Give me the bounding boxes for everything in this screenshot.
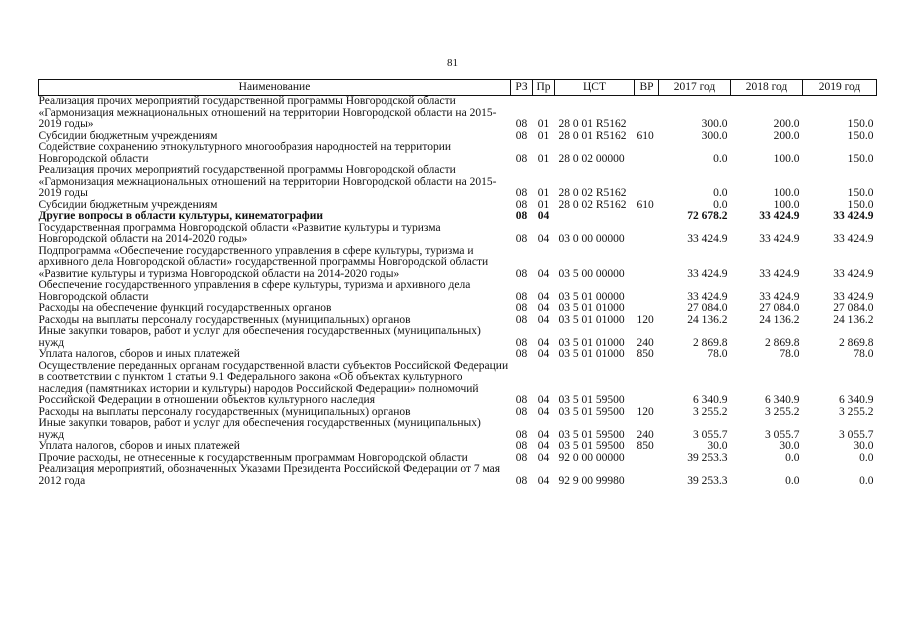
row-2019: 150.0: [847, 187, 874, 199]
table-row: [39, 142, 877, 165]
header-name: Наименование: [39, 80, 511, 96]
row-vr: [635, 223, 659, 246]
row-name: Реализация прочих мероприятий государственной программы Новгородской области «Гармонизация межнациональных отношений на территории Новгородской области на 2015-2019 годы»: [38, 95, 497, 130]
row-2017: 33 424.9: [687, 233, 728, 245]
row-vr: 610: [636, 198, 654, 211]
table-row: [39, 165, 877, 200]
row-vr: [635, 453, 659, 465]
row-rz: 08: [515, 129, 528, 142]
row-name: Расходы на выплаты персоналу государственных (муниципальных) органов: [38, 313, 411, 326]
row-rz: 08: [515, 267, 528, 280]
row-pr: 04: [537, 348, 550, 360]
row-vr: [635, 142, 659, 165]
row-name: Уплата налогов, сборов и иных платежей: [38, 440, 240, 452]
row-vr: 240: [636, 428, 654, 441]
row-vr: [635, 96, 659, 131]
row-rz: 08: [515, 451, 528, 464]
row-cst: 28 0 01 R5162: [558, 118, 627, 130]
row-pr: 04: [537, 267, 550, 280]
row-2018: 0.0: [785, 474, 800, 487]
row-2018: 2 869.8: [765, 336, 800, 349]
header-cst: ЦСТ: [555, 80, 635, 96]
table-row: [39, 211, 877, 223]
row-2017: 39 253.3: [687, 451, 728, 464]
row-cst: 28 0 02 R5162: [558, 198, 627, 211]
row-pr: 04: [537, 302, 550, 314]
row-cst: 03 5 01 01000: [558, 348, 625, 360]
table-row: [39, 441, 877, 453]
row-2017: 3 055.7: [693, 428, 728, 441]
row-rz: 08: [515, 198, 528, 211]
row-2017: 0.0: [713, 152, 728, 165]
table-row: [39, 96, 877, 131]
header-2018: 2018 год: [731, 80, 803, 96]
table-row: [39, 418, 877, 441]
row-cst: 03 5 01 01000: [558, 302, 625, 314]
row-rz: 08: [515, 405, 528, 418]
table-row: [39, 464, 877, 487]
row-vr: 610: [636, 129, 654, 142]
row-pr: 04: [537, 405, 550, 418]
row-rz: 08: [515, 428, 528, 441]
row-rz: 08: [515, 187, 528, 199]
row-pr: 01: [537, 129, 550, 142]
row-2018: 6 340.9: [765, 394, 800, 406]
row-cst: 03 5 01 59500: [558, 405, 625, 418]
row-cst: 03 5 01 01000: [558, 336, 625, 349]
row-pr: 01: [537, 198, 550, 211]
row-name: Реализация прочих мероприятий государственной программы Новгородской области «Гармонизация межнациональных отношений на территории Новгородской области на 2015-2019 годы: [38, 164, 497, 199]
row-name: Осуществление переданных органам государственной власти субъектов Российской Федерации в соответствии с пунктом 1 статьи 9.1 Федерального закона «Об объектах культурного наследия (памятниках истории и культуры) народов Российской Федерации» полномочий Российской Федерации в отношении объектов культурного наследия: [38, 359, 509, 406]
row-cst: 03 5 01 59500: [558, 394, 625, 406]
header-pr: Пр: [533, 80, 555, 96]
row-2018: 100.0: [773, 198, 800, 211]
row-vr: [635, 211, 659, 223]
row-name: Субсидии бюджетным учреждениям: [38, 198, 218, 211]
row-2019: 33 424.9: [833, 210, 874, 222]
row-rz: 08: [515, 394, 528, 406]
row-cst: 03 5 01 01000: [558, 313, 625, 326]
row-cst: 03 0 00 00000: [558, 233, 625, 245]
row-pr: 04: [537, 428, 550, 441]
row-2017: 3 255.2: [693, 405, 728, 418]
row-vr: [635, 464, 659, 487]
row-2019: 33 424.9: [833, 267, 874, 280]
row-2019: 0.0: [859, 451, 874, 464]
row-2017: 33 424.9: [687, 290, 728, 303]
row-vr: [635, 280, 659, 303]
row-cst: [555, 211, 635, 223]
row-name: Расходы на обеспечение функций государственных органов: [38, 302, 332, 314]
row-vr: [635, 303, 659, 315]
row-pr: 04: [537, 336, 550, 349]
row-2018: 78.0: [779, 348, 800, 360]
row-rz: 08: [515, 313, 528, 326]
row-2019: 30.0: [853, 440, 874, 452]
row-name: Субсидии бюджетным учреждениям: [38, 129, 218, 142]
table-row: [39, 326, 877, 349]
row-2017: 6 340.9: [693, 394, 728, 406]
row-2017: 27 084.0: [687, 302, 728, 314]
row-pr: 01: [537, 152, 550, 165]
row-rz: 08: [515, 336, 528, 349]
row-2018: 100.0: [773, 187, 800, 199]
row-pr: 04: [537, 313, 550, 326]
row-2018: 3 255.2: [765, 405, 800, 418]
row-cst: 03 5 01 59500: [558, 440, 625, 452]
row-2017: 33 424.9: [687, 267, 728, 280]
table-header-row: [39, 80, 877, 96]
row-rz: 08: [515, 348, 528, 360]
row-2019: 0.0: [859, 474, 874, 487]
row-rz: 08: [515, 290, 528, 303]
row-2019: 78.0: [853, 348, 874, 360]
row-2018: 24 136.2: [759, 313, 800, 326]
row-2017: 300.0: [701, 129, 728, 142]
row-rz: 08: [515, 474, 528, 487]
row-2017: 72 678.2: [687, 210, 728, 222]
row-2019: 6 340.9: [839, 394, 874, 406]
row-2019: 33 424.9: [833, 290, 874, 303]
row-vr: 120: [636, 405, 654, 418]
table-row: [39, 361, 877, 407]
row-vr: 850: [636, 348, 654, 360]
header-2019: 2019 год: [803, 80, 877, 96]
row-vr: [635, 361, 659, 407]
row-cst: 28 0 02 R5162: [558, 187, 627, 199]
row-2018: 200.0: [773, 118, 800, 130]
row-2019: 24 136.2: [833, 313, 874, 326]
row-2019: 150.0: [847, 198, 874, 211]
row-rz: 08: [515, 152, 528, 165]
row-2017: 0.0: [713, 187, 728, 199]
row-2019: 3 055.7: [839, 428, 874, 441]
row-2017: 24 136.2: [687, 313, 728, 326]
row-name: Государственная программа Новгородской области «Развитие культуры и туризма Новгородской области на 2014-2020 годы»: [38, 221, 441, 245]
row-2018: 27 084.0: [759, 302, 800, 314]
row-2018: 33 424.9: [759, 233, 800, 245]
row-cst: 28 0 02 00000: [558, 152, 625, 165]
row-2017: 2 869.8: [693, 336, 728, 349]
row-2019: 150.0: [847, 129, 874, 142]
row-name: Другие вопросы в области культуры, кинематографии: [38, 210, 324, 222]
row-pr: 04: [537, 474, 550, 487]
row-pr: 04: [537, 394, 550, 406]
table-row: [39, 223, 877, 246]
row-vr: [635, 165, 659, 200]
row-2018: 33 424.9: [759, 267, 800, 280]
row-name: Реализация мероприятий, обозначенных Указами Президента Российской Федерации от 7 мая 2012 года: [38, 463, 501, 487]
table-row: [39, 349, 877, 361]
row-cst: 28 0 01 R5162: [558, 129, 627, 142]
table-row: [39, 303, 877, 315]
row-2018: 30.0: [779, 440, 800, 452]
row-2017: 0.0: [713, 198, 728, 211]
row-pr: 01: [537, 187, 550, 199]
row-name: Расходы на выплаты персоналу государственных (муниципальных) органов: [38, 405, 411, 418]
row-name: Содействие сохранению этнокультурного многообразия народностей на территории Новгородской области: [38, 141, 452, 165]
row-2017: 78.0: [707, 348, 728, 360]
row-2018: 33 424.9: [759, 210, 800, 222]
row-rz: 08: [515, 118, 528, 130]
row-2019: 2 869.8: [839, 336, 874, 349]
row-2018: 0.0: [785, 451, 800, 464]
row-2019: 150.0: [847, 118, 874, 130]
row-name: Иные закупки товаров, работ и услуг для обеспечения государственных (муниципальных) нужд: [38, 325, 481, 349]
row-2018: 3 055.7: [765, 428, 800, 441]
row-pr: 04: [537, 210, 550, 222]
row-rz: 08: [515, 440, 528, 452]
row-cst: 03 5 01 59500: [558, 428, 625, 441]
table-row: [39, 280, 877, 303]
row-rz: 08: [515, 233, 528, 245]
row-2018: 100.0: [773, 152, 800, 165]
header-rz: РЗ: [511, 80, 533, 96]
row-vr: 850: [636, 440, 654, 452]
header-vr: ВР: [635, 80, 659, 96]
row-vr: 120: [636, 313, 654, 326]
row-pr: 04: [537, 440, 550, 452]
table-row: [39, 246, 877, 281]
header-2017: 2017 год: [659, 80, 731, 96]
row-2017: 39 253.3: [687, 474, 728, 487]
row-name: Подпрограмма «Обеспечение государственного управления в сфере культуры, туризма и архивного дела Новгородской области» государственной программы Новгородской области «Развитие культуры и туризма Новгородской области на 2014-2020 годы»: [38, 244, 489, 280]
row-name: Уплата налогов, сборов и иных платежей: [38, 348, 240, 360]
page-number: 81: [447, 57, 458, 69]
row-2017: 300.0: [701, 118, 728, 130]
budget-table: [38, 79, 877, 487]
row-2019: 150.0: [847, 152, 874, 165]
row-2018: 200.0: [773, 129, 800, 142]
row-name: Обеспечение государственного управления в сфере культуры, туризма и архивного дела Новгородской области: [38, 279, 471, 303]
row-2019: 33 424.9: [833, 233, 874, 245]
row-rz: 08: [515, 210, 528, 222]
row-cst: 92 9 00 99980: [558, 474, 625, 487]
row-cst: 03 5 01 00000: [558, 290, 625, 303]
row-name: Иные закупки товаров, работ и услуг для обеспечения государственных (муниципальных) нужд: [38, 417, 481, 441]
row-2019: 27 084.0: [833, 302, 874, 314]
row-name: Прочие расходы, не отнесенные к государственным программам Новгородской области: [38, 451, 468, 464]
row-pr: 04: [537, 290, 550, 303]
row-cst: 92 0 00 00000: [558, 451, 625, 464]
row-cst: 03 5 00 00000: [558, 267, 625, 280]
row-pr: 04: [537, 233, 550, 245]
row-vr: [635, 246, 659, 281]
row-pr: 04: [537, 451, 550, 464]
row-2019: 3 255.2: [839, 405, 874, 418]
row-rz: 08: [515, 302, 528, 314]
row-pr: 01: [537, 118, 550, 130]
row-vr: 240: [636, 336, 654, 349]
row-2018: 33 424.9: [759, 290, 800, 303]
row-2017: 30.0: [707, 440, 728, 452]
